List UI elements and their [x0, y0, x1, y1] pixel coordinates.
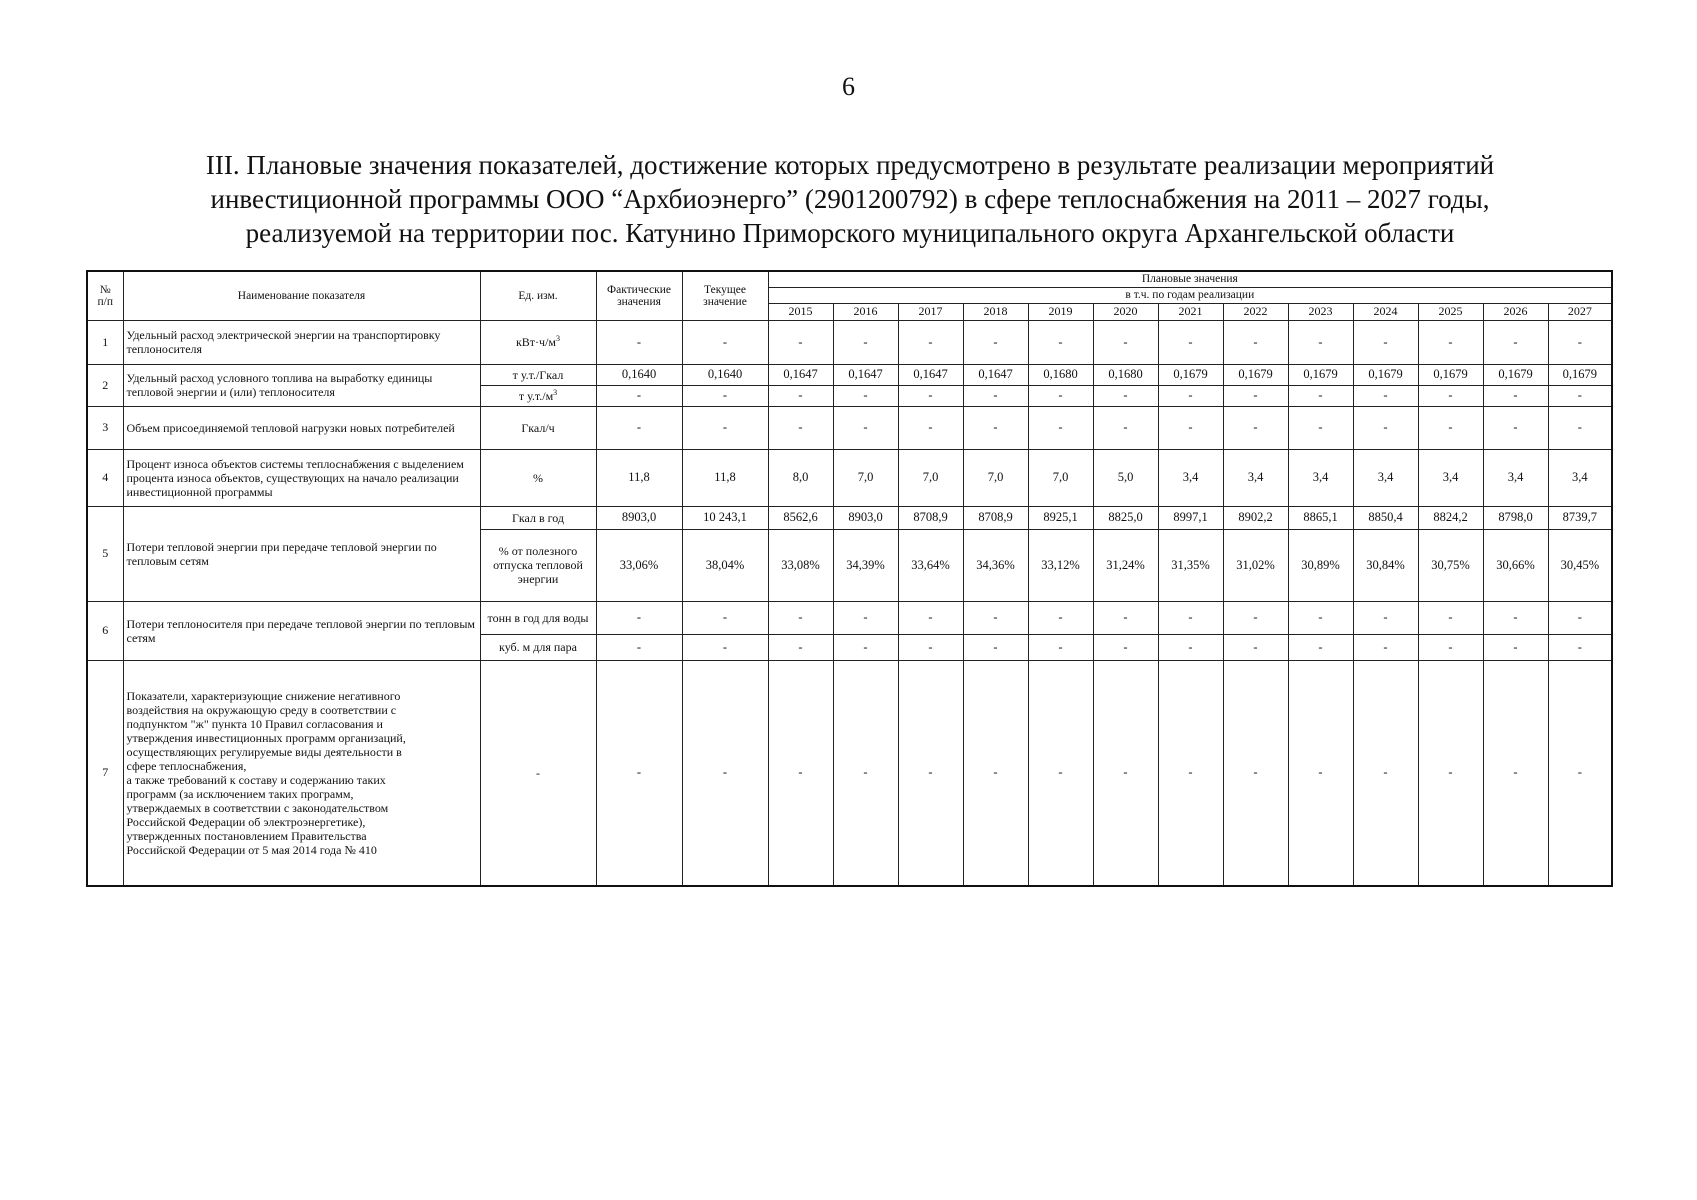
value-cell: - [1223, 385, 1288, 406]
value-cell: - [1418, 660, 1483, 886]
indicator-unit: куб. м для пара [480, 634, 596, 660]
value-cell: - [833, 601, 898, 634]
value-cell: - [1223, 660, 1288, 886]
value-cell: - [833, 320, 898, 364]
indicator-unit: % от полезного отпуска тепловой энергии [480, 529, 596, 601]
value-cell: - [1483, 634, 1548, 660]
value-cell: - [833, 634, 898, 660]
value-cell: - [1483, 320, 1548, 364]
value-cell: - [1418, 320, 1483, 364]
value-cell: 0,1679 [1483, 364, 1548, 385]
value-cell: - [1483, 406, 1548, 449]
value-cell: - [768, 634, 833, 660]
value-cell: - [1028, 406, 1093, 449]
value-cell: - [1353, 320, 1418, 364]
value-cell: - [1353, 385, 1418, 406]
value-cell: 3,4 [1483, 449, 1548, 506]
header-year: 2016 [833, 303, 898, 320]
value-cell: 0,1679 [1353, 364, 1418, 385]
value-cell: 0,1640 [682, 364, 768, 385]
indicator-name: Объем присоединяемой тепловой нагрузки новых потребителей [123, 406, 480, 449]
indicator-unit: Гкал в год [480, 506, 596, 529]
header-year: 2021 [1158, 303, 1223, 320]
value-cell: 8,0 [768, 449, 833, 506]
value-cell: - [1353, 660, 1418, 886]
value-cell: 0,1647 [833, 364, 898, 385]
value-cell: - [1288, 660, 1353, 886]
value-cell: - [1548, 406, 1612, 449]
value-cell: - [1093, 660, 1158, 886]
value-cell: 3,4 [1548, 449, 1612, 506]
value-cell: - [1223, 634, 1288, 660]
value-cell: - [1288, 320, 1353, 364]
value-cell: 3,4 [1223, 449, 1288, 506]
header-year: 2027 [1548, 303, 1612, 320]
value-cell: - [596, 660, 682, 886]
unit-superscript: 3 [556, 334, 561, 343]
unit-superscript: 3 [553, 387, 558, 397]
value-cell: 8825,0 [1093, 506, 1158, 529]
header-number-label: № [99, 283, 111, 296]
value-cell: 8798,0 [1483, 506, 1548, 529]
value-cell: - [596, 601, 682, 634]
header-year: 2015 [768, 303, 833, 320]
value-cell: - [682, 660, 768, 886]
table-row [87, 364, 1612, 385]
value-cell: 8903,0 [833, 506, 898, 529]
value-cell: 8903,0 [596, 506, 682, 529]
value-cell: 33,06% [596, 529, 682, 601]
value-cell: - [596, 406, 682, 449]
value-cell: - [898, 660, 963, 886]
value-cell: - [1158, 385, 1223, 406]
indicator-name-line: а также требований к составу и содержанию таких [126, 772, 386, 787]
value-cell: 31,35% [1158, 529, 1223, 601]
header-actual: Фактические значения [596, 271, 682, 320]
value-cell: - [1028, 660, 1093, 886]
header-row [87, 271, 1612, 287]
value-cell: 0,1679 [1223, 364, 1288, 385]
value-cell: - [963, 320, 1028, 364]
header-year: 2022 [1223, 303, 1288, 320]
value-cell: 38,04% [682, 529, 768, 601]
indicator-name-line: воздействия на окружающую среду в соответствии с [126, 702, 397, 717]
value-cell: - [1418, 634, 1483, 660]
value-cell: - [898, 634, 963, 660]
value-cell: - [1288, 634, 1353, 660]
header-unit: Ед. изм. [480, 271, 596, 320]
value-cell: - [1288, 601, 1353, 634]
value-cell: 10 243,1 [682, 506, 768, 529]
value-cell: 0,1679 [1418, 364, 1483, 385]
value-cell: - [1353, 634, 1418, 660]
value-cell: - [768, 385, 833, 406]
value-cell: - [898, 320, 963, 364]
value-cell: 8925,1 [1028, 506, 1093, 529]
value-cell: - [833, 385, 898, 406]
value-cell: 3,4 [1353, 449, 1418, 506]
document-title [100, 148, 1600, 250]
value-cell: - [682, 601, 768, 634]
table-row [87, 406, 1612, 449]
row-number: 5 [87, 506, 123, 601]
value-cell: - [963, 601, 1028, 634]
value-cell: - [1093, 406, 1158, 449]
value-cell: 31,02% [1223, 529, 1288, 601]
value-cell: - [1483, 385, 1548, 406]
value-cell: - [596, 634, 682, 660]
title-line: инвестиционной программы ООО “Архбиоэнерго” (2901200792) в сфере теплоснабжения на 2011 – 2027 годы, [210, 184, 1490, 214]
value-cell: - [1288, 406, 1353, 449]
value-cell: - [1548, 634, 1612, 660]
value-cell: - [1353, 601, 1418, 634]
value-cell: 34,36% [963, 529, 1028, 601]
value-cell: - [682, 385, 768, 406]
value-cell: 8824,2 [1418, 506, 1483, 529]
value-cell: 3,4 [1158, 449, 1223, 506]
value-cell: 11,8 [682, 449, 768, 506]
value-cell: - [1093, 634, 1158, 660]
indicator-name-line: сфере теплоснабжения, [126, 758, 247, 773]
indicator-name-line: программ (за исключением таких программ, [126, 786, 354, 801]
header-number [87, 271, 123, 320]
indicator-name-line: осуществляющих регулируемые виды деятельности в [126, 744, 402, 759]
value-cell: - [1158, 406, 1223, 449]
indicator-unit: т у.т./Гкал [480, 364, 596, 385]
value-cell: - [898, 385, 963, 406]
value-cell: 3,4 [1288, 449, 1353, 506]
value-cell: 8708,9 [898, 506, 963, 529]
header-current: Текущее значение [682, 271, 768, 320]
value-cell: - [768, 320, 833, 364]
indicator-unit [480, 385, 596, 406]
value-cell: 0,1679 [1288, 364, 1353, 385]
header-planned: Плановые значения [768, 271, 1612, 287]
value-cell: - [1548, 660, 1612, 886]
value-cell: - [1028, 385, 1093, 406]
table-row [87, 320, 1612, 364]
value-cell: - [682, 634, 768, 660]
unit-text: кВт·ч/м [515, 335, 557, 349]
indicator-name: Удельный расход условного топлива на выработку единицы тепловой энергии и (или) теплоносителя [123, 364, 480, 406]
value-cell: 0,1647 [768, 364, 833, 385]
indicator-unit: Гкал/ч [480, 406, 596, 449]
indicator-unit [480, 320, 596, 364]
header-name: Наименование показателя [123, 271, 480, 320]
value-cell: 8739,7 [1548, 506, 1612, 529]
value-cell: 30,45% [1548, 529, 1612, 601]
header-year: 2017 [898, 303, 963, 320]
value-cell: 30,75% [1418, 529, 1483, 601]
page-number: 6 [842, 72, 855, 101]
value-cell: - [596, 320, 682, 364]
value-cell: - [898, 601, 963, 634]
value-cell: - [1548, 385, 1612, 406]
value-cell: - [682, 406, 768, 449]
value-cell: 30,84% [1353, 529, 1418, 601]
header-year: 2024 [1353, 303, 1418, 320]
value-cell: - [682, 320, 768, 364]
value-cell: - [1548, 601, 1612, 634]
indicator-name-line: утверждения инвестиционных программ организаций, [126, 730, 406, 745]
value-cell: 30,66% [1483, 529, 1548, 601]
value-cell: - [1093, 320, 1158, 364]
indicator-unit: - [480, 660, 596, 886]
indicator-name: Удельный расход электрической энергии на транспортировку теплоносителя [123, 320, 480, 364]
value-cell: - [963, 406, 1028, 449]
header-by-years: в т.ч. по годам реализации [768, 287, 1612, 303]
row-number: 2 [87, 364, 123, 406]
value-cell: - [596, 385, 682, 406]
value-cell: - [1548, 320, 1612, 364]
value-cell: - [1028, 601, 1093, 634]
value-cell: 0,1679 [1548, 364, 1612, 385]
value-cell: 31,24% [1093, 529, 1158, 601]
value-cell: 7,0 [833, 449, 898, 506]
value-cell: 33,64% [898, 529, 963, 601]
value-cell: 5,0 [1093, 449, 1158, 506]
value-cell: - [1223, 320, 1288, 364]
value-cell: - [1223, 601, 1288, 634]
indicator-name-line: утверждаемых в соответствии с законодательством [126, 800, 389, 815]
value-cell: 30,89% [1288, 529, 1353, 601]
value-cell: - [1093, 601, 1158, 634]
row-number: 3 [87, 406, 123, 449]
value-cell: 0,1640 [596, 364, 682, 385]
value-cell: - [963, 634, 1028, 660]
value-cell: - [963, 660, 1028, 886]
indicator-unit: % [480, 449, 596, 506]
value-cell: 33,08% [768, 529, 833, 601]
value-cell: 8865,1 [1288, 506, 1353, 529]
header-year: 2025 [1418, 303, 1483, 320]
value-cell: - [1093, 385, 1158, 406]
value-cell: - [1223, 406, 1288, 449]
value-cell: 0,1680 [1093, 364, 1158, 385]
indicator-name: Процент износа объектов системы теплоснабжения с выделением процента износа объектов, существующих на начало реализации инвестиционной программы [123, 449, 480, 506]
indicator-name-line: Показатели, характеризующие снижение негативного [126, 688, 401, 703]
header-year: 2020 [1093, 303, 1158, 320]
value-cell: - [1483, 601, 1548, 634]
header-number-label: п/п [97, 295, 113, 308]
value-cell: 8997,1 [1158, 506, 1223, 529]
value-cell: - [1418, 601, 1483, 634]
indicator-name [123, 660, 480, 886]
row-number: 4 [87, 449, 123, 506]
value-cell: 0,1647 [963, 364, 1028, 385]
value-cell: 7,0 [898, 449, 963, 506]
table-row [87, 601, 1612, 634]
value-cell: - [1158, 320, 1223, 364]
title-line: реализуемой на территории пос. Катунино Приморского муниципального округа Архангельской области [245, 218, 1455, 248]
header-year: 2026 [1483, 303, 1548, 320]
value-cell: - [1158, 660, 1223, 886]
value-cell: 8902,2 [1223, 506, 1288, 529]
value-cell: - [1353, 406, 1418, 449]
value-cell: 3,4 [1418, 449, 1483, 506]
indicator-name: Потери тепловой энергии при передаче тепловой энергии по тепловым сетям [123, 506, 480, 601]
value-cell: 7,0 [963, 449, 1028, 506]
value-cell: 7,0 [1028, 449, 1093, 506]
row-number: 6 [87, 601, 123, 660]
indicator-name-line: Российской Федерации об электроэнергетике), [126, 814, 366, 829]
value-cell: 33,12% [1028, 529, 1093, 601]
value-cell: 8850,4 [1353, 506, 1418, 529]
value-cell: - [833, 406, 898, 449]
value-cell: - [1028, 320, 1093, 364]
table-row [87, 506, 1612, 529]
row-number: 1 [87, 320, 123, 364]
indicator-name-line: Российской Федерации от 5 мая 2014 года № 410 [126, 842, 377, 857]
table-row [87, 449, 1612, 506]
value-cell: - [768, 406, 833, 449]
value-cell: 11,8 [596, 449, 682, 506]
value-cell: - [1483, 660, 1548, 886]
table-row [87, 660, 1612, 886]
header-year: 2018 [963, 303, 1028, 320]
value-cell: 0,1680 [1028, 364, 1093, 385]
value-cell: 0,1679 [1158, 364, 1223, 385]
value-cell: - [768, 601, 833, 634]
value-cell: - [1028, 634, 1093, 660]
title-line: III. Плановые значения показателей, достижение которых предусмотрено в результате реализации мероприятий [205, 150, 1495, 180]
row-number: 7 [87, 660, 123, 886]
indicator-name: Потери теплоносителя при передаче тепловой энергии по тепловым сетям [123, 601, 480, 660]
indicators-table [86, 270, 1613, 887]
value-cell: - [1418, 406, 1483, 449]
value-cell: - [1158, 634, 1223, 660]
header-year: 2019 [1028, 303, 1093, 320]
header-year: 2023 [1288, 303, 1353, 320]
indicator-unit: тонн в год для воды [480, 601, 596, 634]
value-cell: - [833, 660, 898, 886]
value-cell: 8562,6 [768, 506, 833, 529]
value-cell: - [768, 660, 833, 886]
value-cell: - [1158, 601, 1223, 634]
unit-text: т у.т./м [518, 388, 554, 403]
value-cell: - [1288, 385, 1353, 406]
indicator-name-line: подпунктом "ж" пункта 10 Правил согласования и [126, 716, 383, 731]
value-cell: - [1418, 385, 1483, 406]
value-cell: - [963, 385, 1028, 406]
value-cell: 8708,9 [963, 506, 1028, 529]
value-cell: - [898, 406, 963, 449]
value-cell: 0,1647 [898, 364, 963, 385]
indicator-name-line: утвержденных постановлением Правительства [126, 828, 367, 843]
value-cell: 34,39% [833, 529, 898, 601]
